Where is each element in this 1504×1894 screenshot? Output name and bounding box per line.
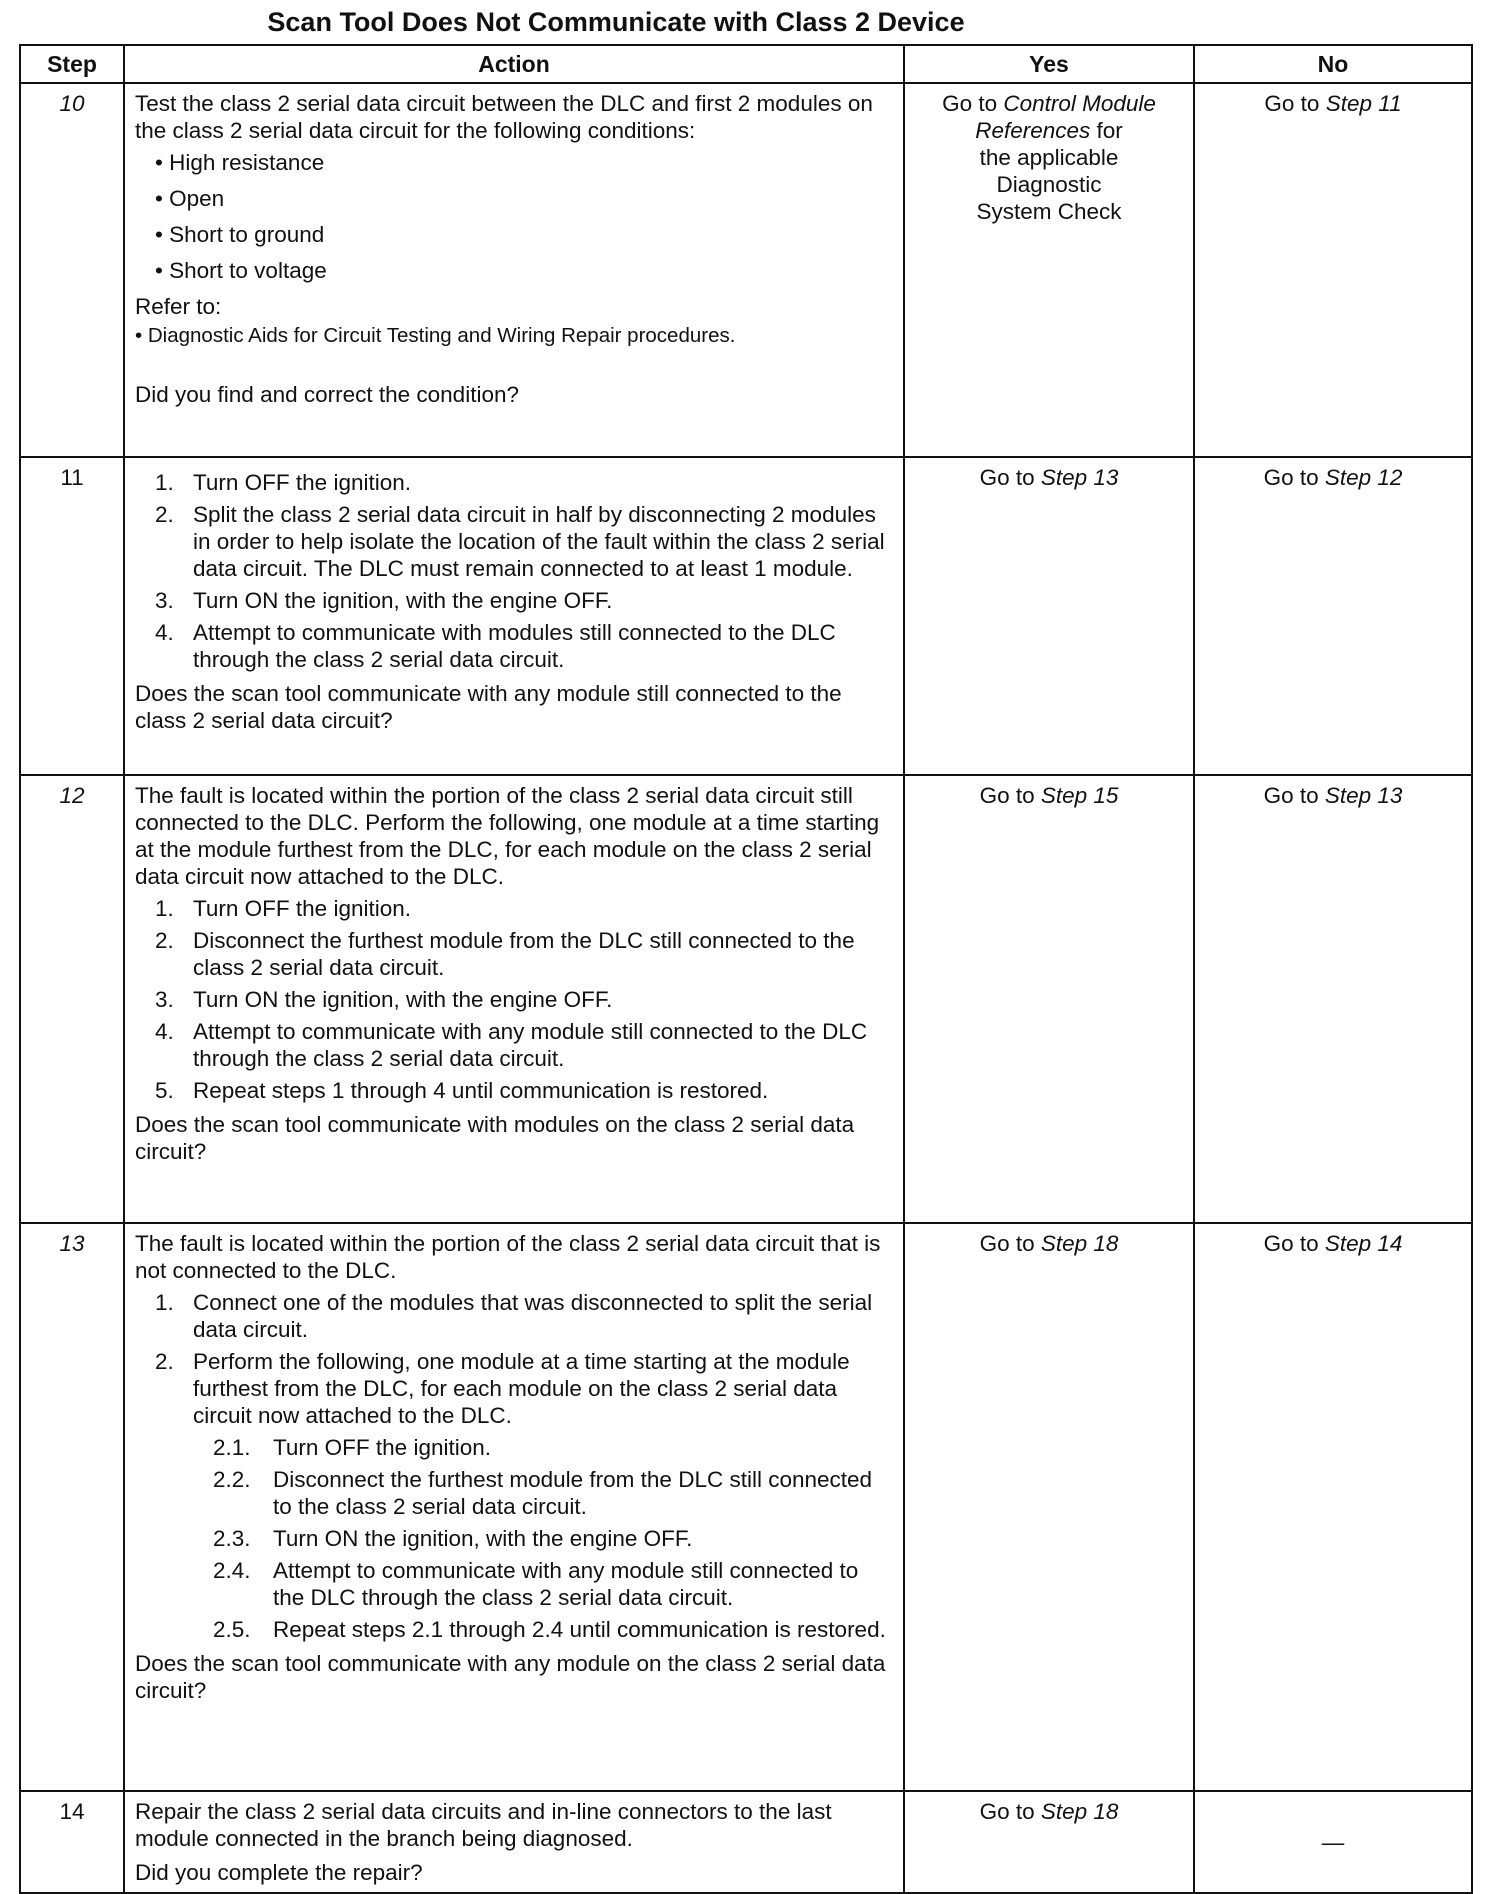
yes-cell: Go to Step 18: [904, 1223, 1194, 1791]
action-question: Does the scan tool communicate with any module still connected to the class 2 serial data circuit?: [135, 681, 842, 733]
action-intro: Test the class 2 serial data circuit between the DLC and first 2 modules on the class 2 serial data circuit for the following conditions:: [135, 91, 873, 143]
condition-list: [135, 149, 893, 284]
references-link[interactable]: References: [975, 118, 1091, 143]
action-question: Does the scan tool communicate with any module on the class 2 serial data circuit?: [135, 1651, 886, 1703]
header-action: Action: [124, 45, 904, 83]
control-module-link[interactable]: Control Module: [1003, 91, 1156, 116]
step-number: 14: [20, 1791, 124, 1893]
list-item: 1. Connect one of the modules that was disconnected to split the serial data circuit.: [155, 1290, 873, 1342]
action-intro: The fault is located within the portion of the class 2 serial data circuit that is not connected to the DLC.: [135, 1231, 881, 1283]
list-item: 4. Attempt to communicate with modules still connected to the DLC through the class 2 serial data circuit.: [155, 620, 836, 672]
list-item: 2.2. Disconnect the furthest module from the DLC still connected to the class 2 serial data circuit.: [213, 1467, 873, 1519]
table-row-step-11: [20, 457, 1472, 775]
diagnostic-table: [19, 44, 1473, 1894]
action-intro: The fault is located within the portion of the class 2 serial data circuit still connected to the DLC. Perform the following, one module at a time starting at the module furthest from the DLC, for each module on the class 2 serial data circuit now attached to the DLC.: [135, 783, 880, 889]
table-row-step-13: [20, 1223, 1472, 1791]
refer-label: Refer to:: [135, 294, 222, 319]
table-title: Scan Tool Does Not Communicate with Class 2 Device: [267, 7, 965, 37]
list-item: • Short to ground: [155, 221, 893, 248]
list-item: 3. Turn ON the ignition, with the engine OFF.: [155, 588, 613, 613]
list-item: 2.4. Attempt to communicate with any module still connected to the DLC through the class 2 serial data circuit.: [213, 1558, 859, 1610]
reference-link[interactable]: • Diagnostic Aids for Circuit Testing and Wiring Repair procedures.: [135, 322, 893, 349]
step-number: 11: [20, 457, 124, 775]
list-item: 2.3. Turn ON the ignition, with the engine OFF.: [213, 1526, 693, 1551]
list-item: • High resistance: [155, 149, 893, 176]
step-link[interactable]: Step 15: [1040, 783, 1119, 808]
sub-steps: [135, 1434, 893, 1643]
numbered-steps: [135, 469, 893, 673]
header-no: No: [1194, 45, 1472, 83]
list-item: 2.5. Repeat steps 2.1 through 2.4 until communication is restored.: [213, 1617, 886, 1642]
action-cell: [124, 775, 904, 1223]
yes-instruction: Go to Control Module References for the applicable Diagnostic System Check: [942, 91, 1156, 224]
list-item: 2.1. Turn OFF the ignition.: [213, 1435, 492, 1460]
not-applicable-dash: —: [1321, 1829, 1345, 1855]
list-item: 2. Disconnect the furthest module from the DLC still connected to the class 2 serial data circuit.: [155, 928, 855, 980]
step-number: 13: [20, 1223, 124, 1791]
numbered-steps: [135, 895, 893, 1104]
action-cell: [124, 1223, 904, 1791]
table-row-step-14: [20, 1791, 1472, 1893]
list-item: 5. Repeat steps 1 through 4 until communication is restored.: [155, 1078, 769, 1103]
list-item: 2. Perform the following, one module at a time starting at the module furthest from the DLC, for each module on the class 2 serial data circuit now attached to the DLC.: [155, 1349, 850, 1428]
table-row-step-10: [20, 83, 1472, 457]
header-yes: Yes: [904, 45, 1194, 83]
list-item: 1. Turn OFF the ignition.: [155, 896, 412, 921]
numbered-steps: [135, 1289, 893, 1429]
step-link[interactable]: Step 11: [1325, 91, 1402, 116]
step-link[interactable]: Step 13: [1324, 783, 1403, 808]
action-intro: Repair the class 2 serial data circuits and in-line connectors to the last module connected in the branch being diagnosed.: [135, 1799, 832, 1851]
action-question: Does the scan tool communicate with modules on the class 2 serial data circuit?: [135, 1112, 855, 1164]
yes-cell: Go to Step 18: [904, 1791, 1194, 1893]
list-item: 2. Split the class 2 serial data circuit in half by disconnecting 2 modules in order to help isolate the location of the fault within the class 2 serial data circuit. The DLC must remain connected to at least 1 module.: [155, 502, 885, 581]
step-link[interactable]: Step 12: [1324, 465, 1403, 490]
header-row: [20, 45, 1472, 83]
list-item: 4. Attempt to communicate with any module still connected to the DLC through the class 2 serial data circuit.: [155, 1019, 868, 1071]
no-cell: Go to Step 11: [1194, 83, 1472, 457]
step-link[interactable]: Step 18: [1040, 1799, 1119, 1824]
step-link[interactable]: Step 13: [1040, 465, 1119, 490]
no-cell: Go to Step 13: [1194, 775, 1472, 1223]
list-item: 1. Turn OFF the ignition.: [155, 470, 412, 495]
action-cell: [124, 1791, 904, 1893]
list-item: • Open: [155, 185, 893, 212]
step-number: 10: [20, 83, 124, 457]
step-number: 12: [20, 775, 124, 1223]
no-cell: Go to Step 14: [1194, 1223, 1472, 1791]
yes-cell: Go to Step 13: [904, 457, 1194, 775]
table-row-step-12: [20, 775, 1472, 1223]
action-question: Did you find and correct the condition?: [135, 382, 519, 407]
no-cell: Go to Step 12: [1194, 457, 1472, 775]
list-item: 3. Turn ON the ignition, with the engine OFF.: [155, 987, 613, 1012]
header-step: Step: [20, 45, 124, 83]
yes-cell: Go to Step 15: [904, 775, 1194, 1223]
yes-cell: [904, 83, 1194, 457]
action-cell: [124, 83, 904, 457]
list-item: • Short to voltage: [155, 257, 893, 284]
action-cell: [124, 457, 904, 775]
step-link[interactable]: Step 14: [1324, 1231, 1403, 1256]
no-cell: [1194, 1791, 1472, 1893]
action-question: Did you complete the repair?: [135, 1860, 423, 1885]
step-link[interactable]: Step 18: [1040, 1231, 1119, 1256]
